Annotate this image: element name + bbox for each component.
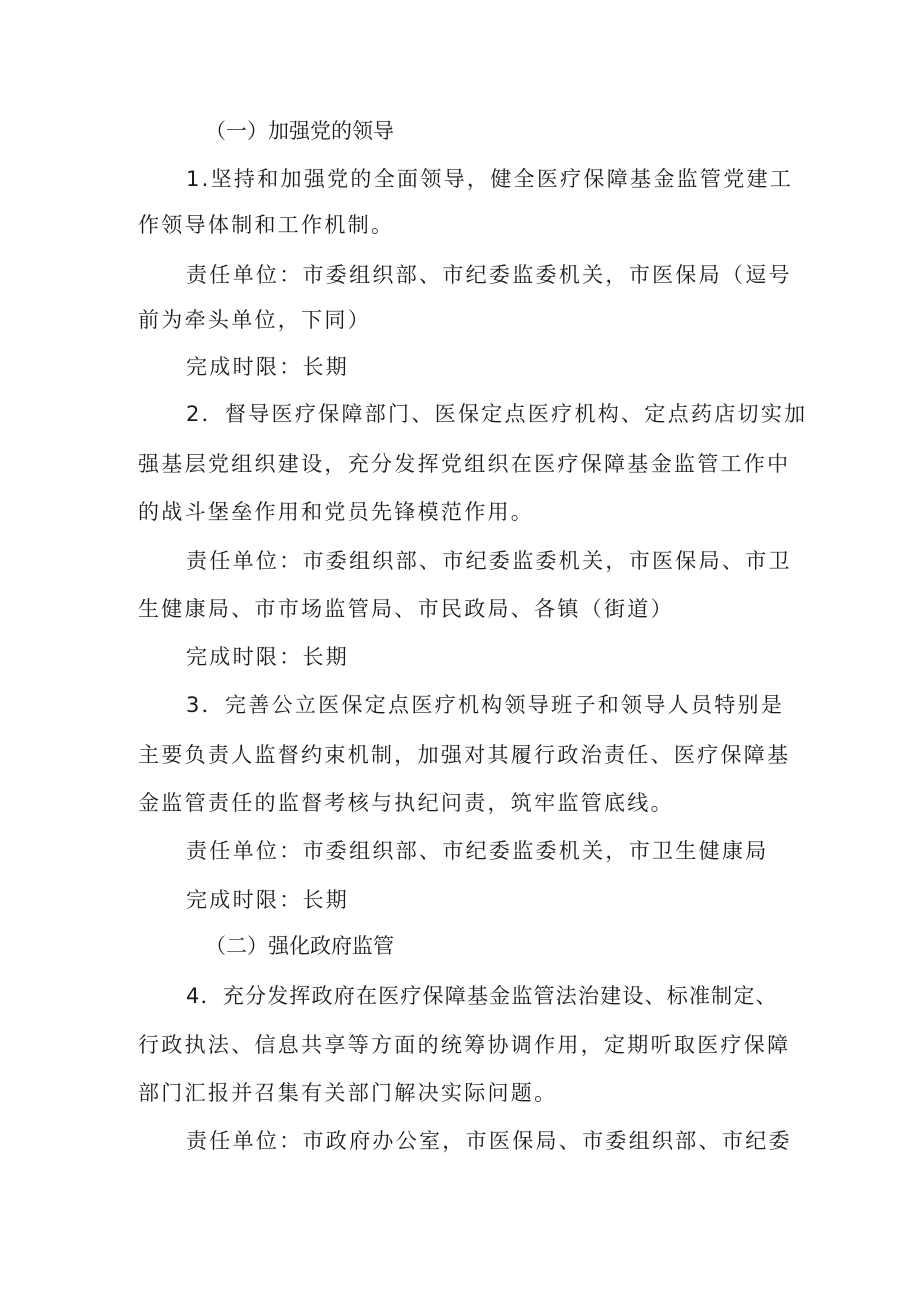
item-4-responsible-units: 责任单位：市政府办公室，市医保局、市委组织部、市纪委 bbox=[186, 1129, 792, 1153]
item-3-text-line: 金监管责任的监督考核与执纪问责，筑牢监管底线。 bbox=[138, 791, 674, 815]
item-2-text-line: 强基层党组织建设，充分发挥党组织在医疗保障基金监管工作中 bbox=[138, 452, 791, 476]
item-3-deadline: 完成时限：长期 bbox=[186, 888, 350, 912]
item-1-text-line: 1.坚持和加强党的全面领导，健全医疗保障基金监管党建工 bbox=[186, 167, 794, 191]
section-heading-1: （一）加强党的领导 bbox=[205, 119, 394, 143]
item-1-text-line: 作领导体制和工作机制。 bbox=[138, 213, 395, 237]
section-heading-2: （二）强化政府监管 bbox=[205, 934, 394, 958]
item-1-responsible-units: 责任单位：市委组织部、市纪委监委机关，市医保局（逗号 bbox=[186, 263, 792, 287]
item-4-text-line: 行政执法、信息共享等方面的统筹协调作用，定期听取医疗保障 bbox=[138, 1033, 791, 1057]
item-3-text-line: 主要负责人监督约束机制，加强对其履行政治责任、医疗保障基 bbox=[138, 743, 791, 767]
item-2-responsible-units: 责任单位：市委组织部、市纪委监委机关，市医保局、市卫 bbox=[186, 549, 792, 573]
item-2-responsible-units: 生健康局、市市场监管局、市民政局、各镇（街道） bbox=[138, 597, 674, 621]
item-1-responsible-units: 前为牵头单位，下同） bbox=[138, 308, 371, 332]
item-4-text-line: 部门汇报并召集有关部门解决实际问题。 bbox=[138, 1081, 558, 1105]
item-2-text-line: 的战斗堡垒作用和党员先锋模范作用。 bbox=[138, 500, 535, 524]
item-3-text-line: 3．完善公立医保定点医疗机构领导班子和领导人员特别是 bbox=[186, 693, 785, 717]
item-2-deadline: 完成时限：长期 bbox=[186, 645, 350, 669]
item-1-deadline: 完成时限：长期 bbox=[186, 355, 350, 379]
item-4-text-line: 4．充分发挥政府在医疗保障基金监管法治建设、标准制定、 bbox=[186, 984, 778, 1008]
item-3-responsible-units: 责任单位：市委组织部、市纪委监委机关，市卫生健康局 bbox=[186, 839, 769, 863]
item-2-text-line: 2．督导医疗保障部门、医保定点医疗机构、定点药店切实加 bbox=[186, 402, 808, 426]
